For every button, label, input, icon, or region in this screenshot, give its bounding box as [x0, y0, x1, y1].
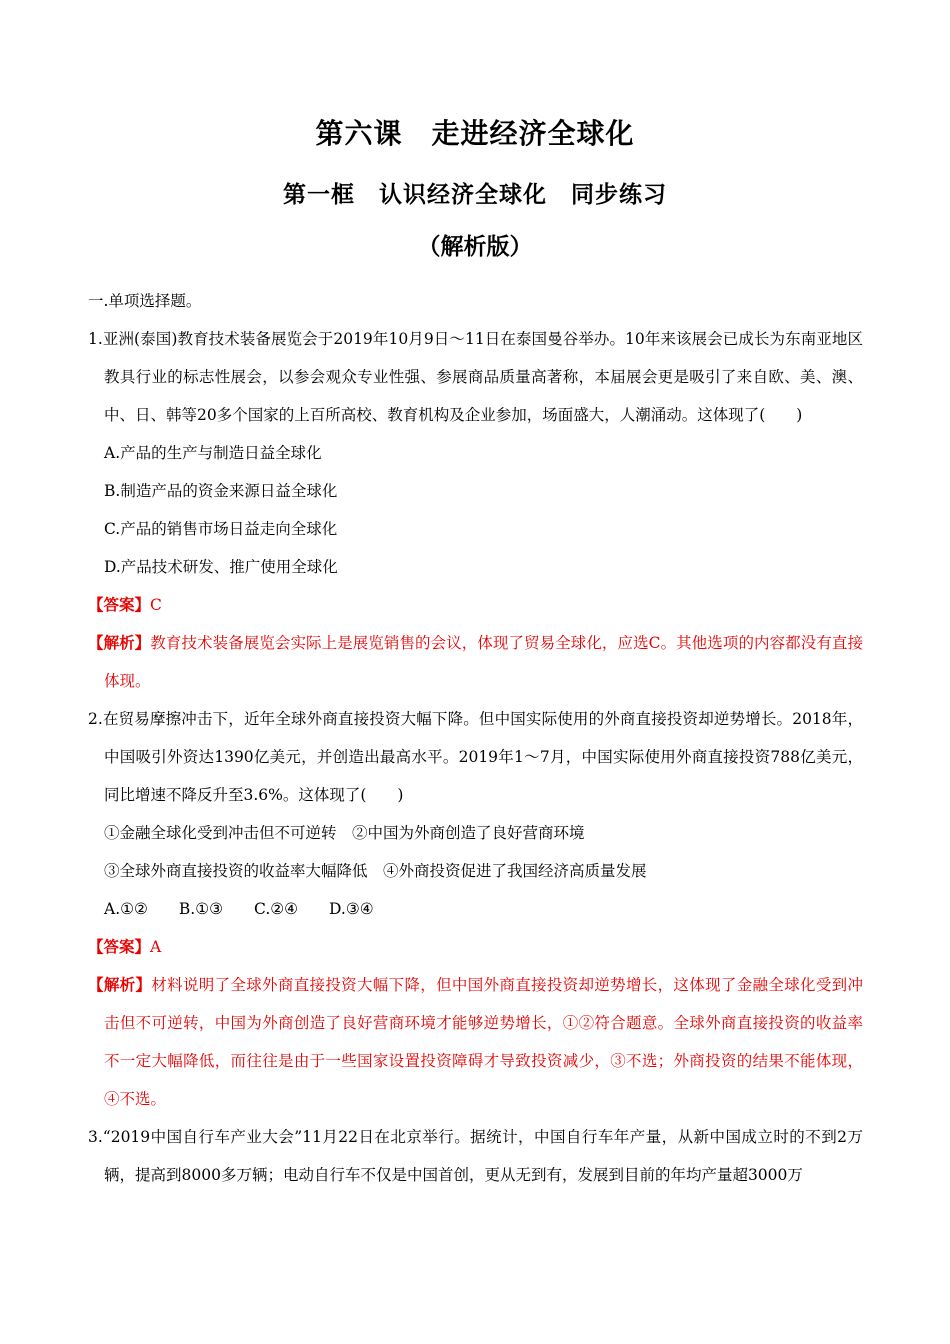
answer-value: A: [150, 938, 162, 956]
question-2-items-line-2: ③全球外商直接投资的收益率大幅降低 ④外商投资促进了我国经济高质量发展: [104, 862, 647, 880]
question-1-option-d: D.产品技术研发、推广使用全球化: [104, 558, 338, 576]
analysis-label: 【解析】: [88, 633, 151, 652]
lesson-title: 第六课 走进经济全球化: [315, 117, 635, 150]
analysis-text: 教育技术装备展览会实际上是展览销售的会议，体现了贸易全球化，应选C。其他选项的内容都没有直接体现。: [104, 634, 863, 690]
answer-value: C: [150, 596, 162, 614]
question-1-option-a: A.产品的生产与制造日益全球化: [104, 444, 322, 462]
question-1-analysis: [88, 624, 863, 700]
question-3-stem: 3.“2019中国自行车产业大会”11月22日在北京举行。据统计，中国自行车年产量，从新中国成立时的不到2万辆，提高到8000多万辆；电动自行车不仅是中国首创，更从无到有，发展到目前的年均产量超3000万: [88, 1128, 863, 1184]
analysis-text: 材料说明了全球外商直接投资大幅下降，但中国外商直接投资却逆势增长，这体现了金融全球化受到冲击但不可逆转，中国为外商创造了良好营商环境才能够逆势增长，①②符合题意。全球外商直接投资的收益率不一定大幅降低，而往往是由于一些国家设置投资障碍才导致投资减少，③不选；外商投资的结果不能体现，④不选。: [104, 976, 863, 1108]
analysis-label: 【解析】: [88, 975, 152, 994]
question-1-option-c: C.产品的销售市场日益走向全球化: [104, 520, 338, 538]
question-2-analysis: [88, 966, 863, 1118]
section-heading: 一.单项选择题。: [88, 292, 202, 310]
question-1-answer: [88, 586, 863, 624]
question-1-stem: 1.亚洲(泰国)教育技术装备展览会于2019年10月9日～11日在泰国曼谷举办。10年来该展会已成长为东南亚地区教具行业的标志性展会，以参会观众专业性强、参展商品质量高著称，本届展会更是吸引了来自欧、美、澳、中、日、韩等20多个国家的上百所高校、教育机构及企业参加，场面盛大，人潮涌动。这体现了( ): [88, 330, 863, 424]
version-label: （解析版）: [417, 234, 533, 260]
question-1-option-b: B.制造产品的资金来源日益全球化: [104, 482, 338, 500]
answer-label: 【答案】: [88, 595, 151, 614]
question-2-items-line-1: ①金融全球化受到冲击但不可逆转 ②中国为外商创造了良好营商环境: [104, 824, 585, 842]
section-title: 第一框 认识经济全球化 同步练习: [283, 182, 667, 208]
question-2-stem: 2.在贸易摩擦冲击下，近年全球外商直接投资大幅下降。但中国实际使用的外商直接投资却逆势增长。2018年，中国吸引外资达1390亿美元，并创造出最高水平。2019年1～7月，中国实际使用外商直接投资788亿美元，同比增速不降反升至3.6%。这体现了( ): [88, 710, 863, 804]
exercise-content: [88, 282, 863, 1194]
answer-label: 【答案】: [88, 937, 151, 956]
question-2-options: A.①② B.①③ C.②④ D.③④: [104, 900, 374, 918]
question-2-answer: [88, 928, 863, 966]
